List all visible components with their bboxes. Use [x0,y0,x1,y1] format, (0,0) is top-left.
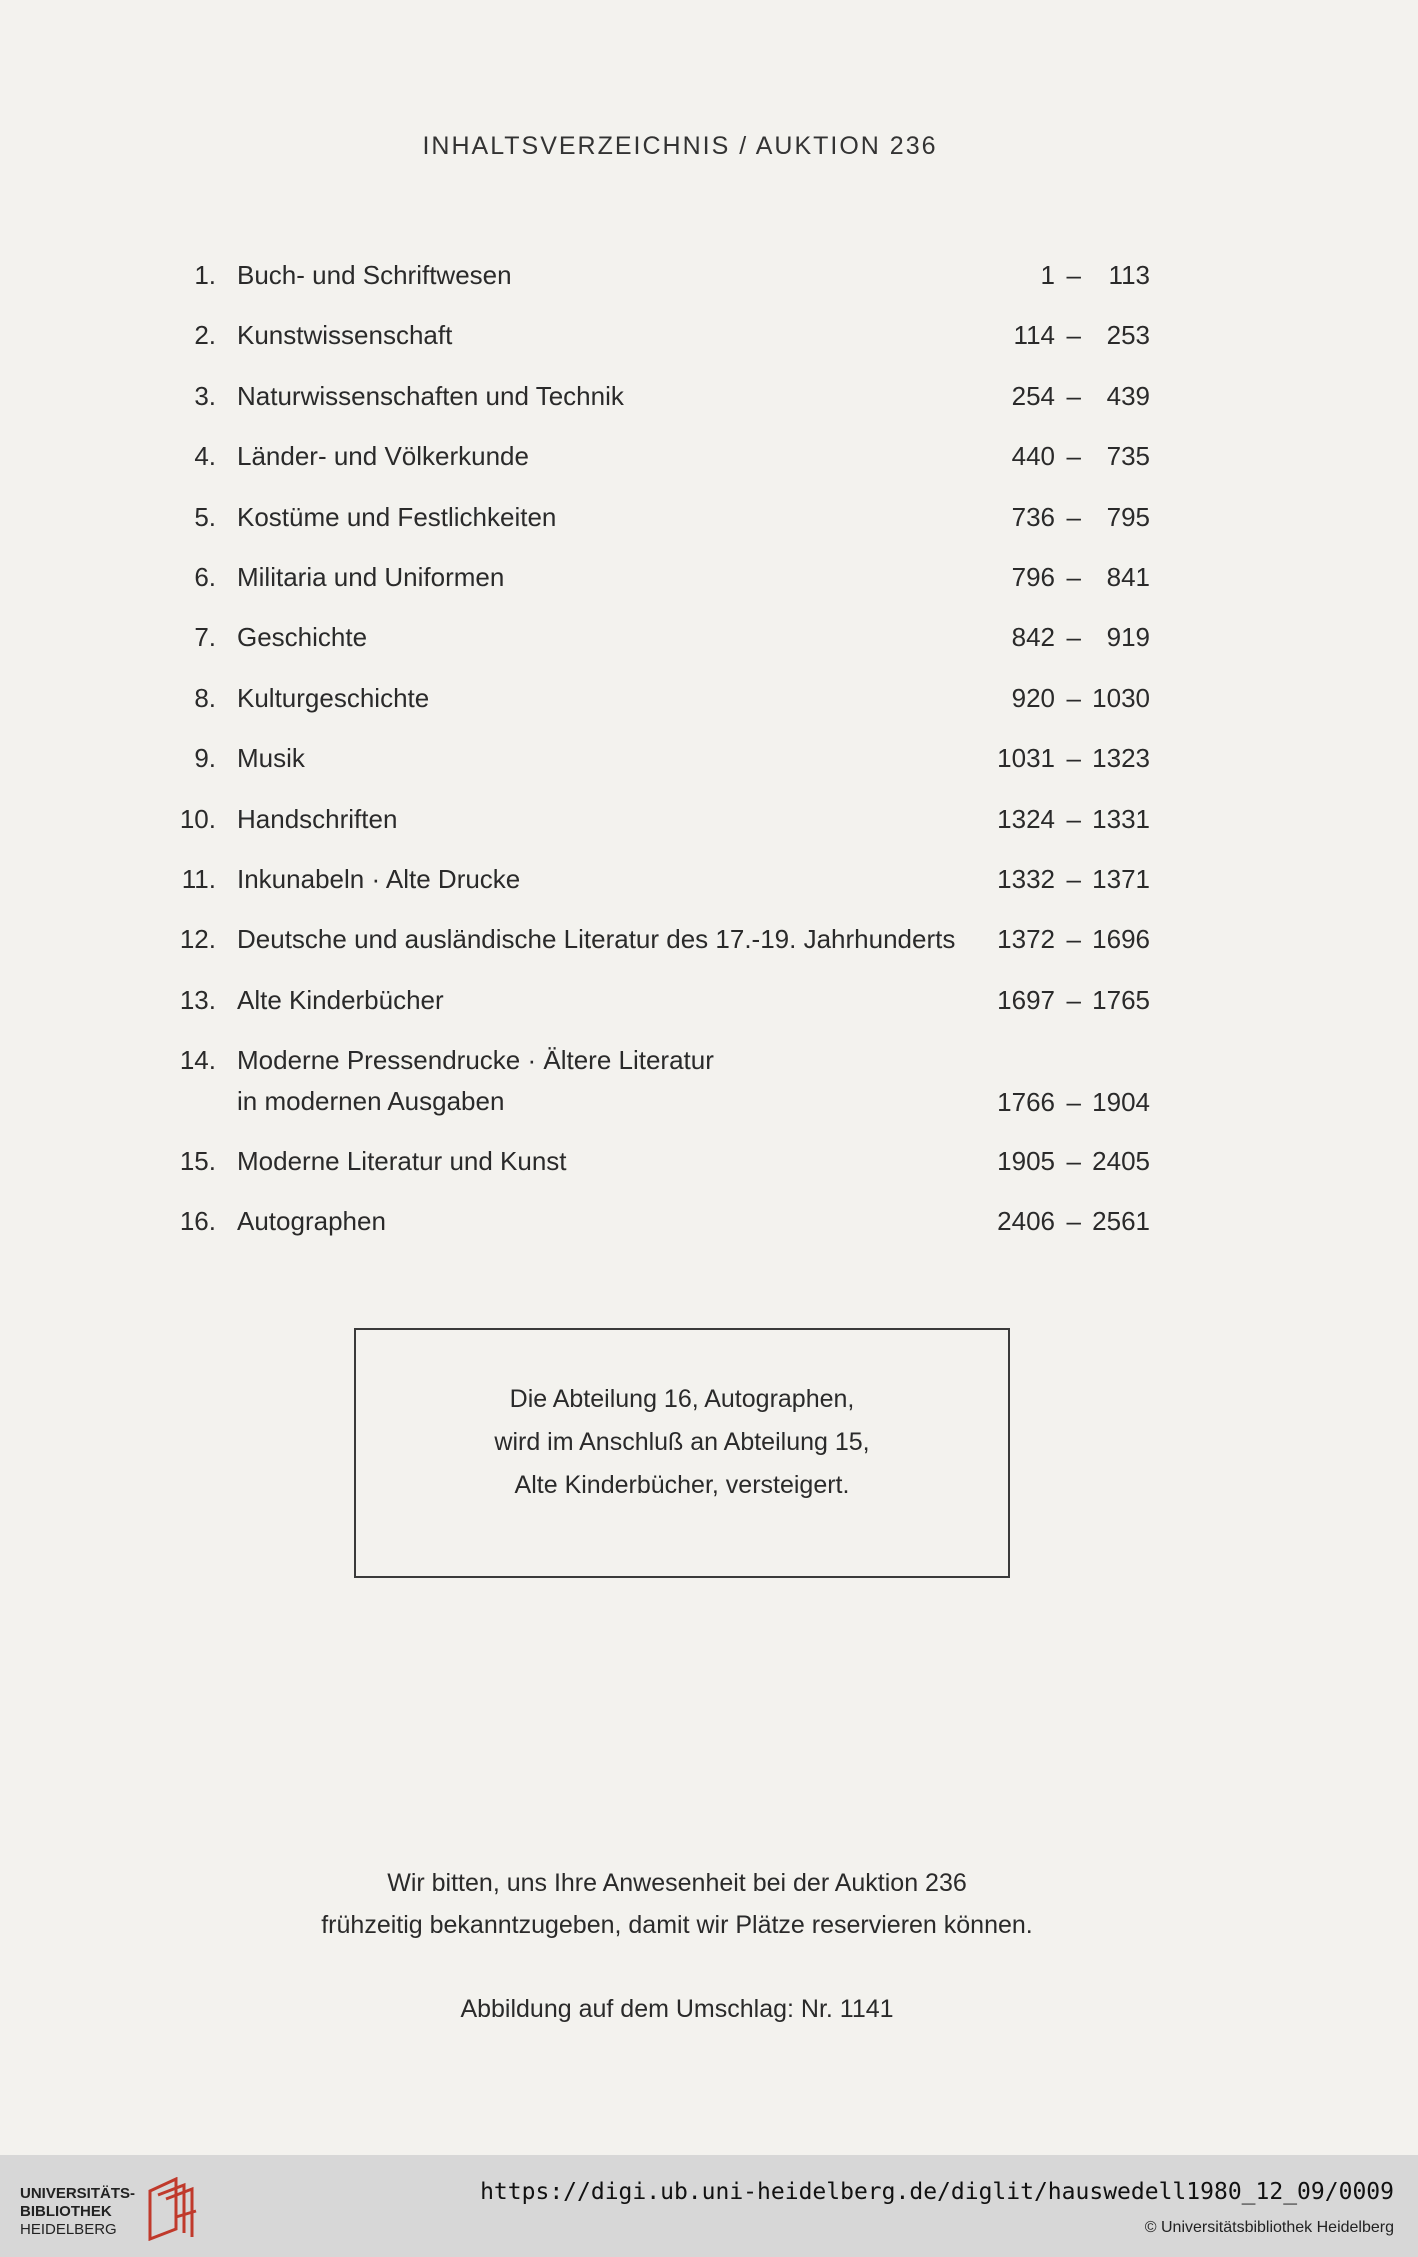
toc-row [170,252,1190,312]
toc-number: 12. [179,924,216,955]
toc-label: Moderne Pressendrucke · Ältere Literatur [237,1045,714,1076]
toc-number: 6. [194,561,216,592]
toc-label: Alte Kinderbücher [237,984,444,1015]
toc-label: Moderne Literatur und Kunst [237,1146,567,1177]
toc-range [950,494,1150,540]
toc-row [170,433,1190,493]
range-dash: – [1066,743,1081,774]
toc-number: 7. [194,622,216,653]
library-logo-text[interactable] [20,2185,135,2239]
ub-heidelberg-logo-icon[interactable] [146,2177,200,2241]
range-from: 736 [1011,501,1055,532]
range-from: 1905 [997,1146,1055,1177]
toc-number: 1. [194,260,216,290]
toc-label: Buch- und Schriftwesen [237,260,512,290]
toc-label: Kulturgeschichte [237,682,430,713]
range-dash: – [1066,380,1081,411]
range-dash: – [1066,501,1081,532]
range-to: 113 [1108,260,1150,290]
toc-range [950,373,1150,419]
toc-row [170,554,1190,614]
range-to: 1331 [1092,803,1150,834]
toc-label: Kostüme und Festlichkeiten [237,501,557,532]
range-from: 1372 [997,924,1055,955]
toc-row [170,373,1190,433]
notice-line: Die Abteilung 16, Autographen, [509,1385,855,1413]
toc-number: 3. [194,380,216,411]
range-to: 2405 [1092,1146,1150,1177]
toc-number: 9. [194,743,216,774]
toc-number: 10. [179,803,216,834]
toc-row [170,494,1190,554]
copyright-notice: © Universitätsbibliothek Heidelberg [1144,2219,1394,2236]
toc-range [950,312,1150,358]
toc-range [950,796,1150,842]
range-dash: – [1066,561,1081,592]
toc-row [170,614,1190,674]
toc-range [950,614,1150,660]
range-dash: – [1066,1206,1081,1237]
attendance-note-line2: frühzeitig bekanntzugeben, damit wir Plätze reservieren können. [321,1911,1033,1939]
toc-row [170,796,1190,856]
toc-number: 5. [194,501,216,532]
range-to: 253 [1106,320,1150,351]
page-title: INHALTSVERZEICHNIS / AUKTION 236 [422,132,938,160]
range-from: 440 [1011,441,1055,472]
toc-range [950,1079,1150,1125]
toc-label-continued: in modernen Ausgaben [237,1086,505,1117]
toc-label: Militaria und Uniformen [237,561,505,592]
range-from: 920 [1011,682,1055,713]
notice-line: wird im Anschluß an Abteilung 15, [494,1428,870,1456]
attendance-note-line1: Wir bitten, uns Ihre Anwesenheit bei der Auktion 236 [387,1869,967,1897]
toc-label: Autographen [237,1206,386,1237]
toc-label: Naturwissenschaften und Technik [237,380,624,411]
document-url-link[interactable]: https://digi.ub.uni-heidelberg.de/diglit/hauswedell1980_12_09/0009 [480,2179,1394,2205]
range-dash: – [1066,682,1081,713]
range-to: 1696 [1092,924,1150,955]
range-from: 1766 [997,1087,1055,1118]
toc-row [170,856,1190,916]
toc-number: 8. [194,682,216,713]
logo-line: HEIDELBERG [20,2221,117,2238]
toc-label: Inkunabeln · Alte Drucke [237,863,521,894]
range-to: 2561 [1092,1206,1150,1237]
range-dash: – [1066,863,1081,894]
range-from: 1332 [997,863,1055,894]
range-from: 254 [1011,380,1055,411]
toc-number: 4. [194,441,216,472]
cover-image-note: Abbildung auf dem Umschlag: Nr. 1141 [460,1995,894,2023]
range-from: 114 [1013,320,1055,351]
range-from: 796 [1011,561,1055,592]
toc-row [170,916,1190,976]
toc-range [950,554,1150,600]
toc-range [950,856,1150,902]
toc-range [950,433,1150,479]
toc-number: 16. [179,1206,216,1237]
range-from: 1031 [997,743,1055,774]
range-dash: – [1066,441,1081,472]
range-from: 1324 [997,803,1055,834]
range-to: 1765 [1092,984,1150,1015]
toc-row [170,977,1190,1037]
toc-label: Deutsche und ausländische Literatur des 17.-19. Jahrhunderts [237,924,956,955]
toc-number: 15. [179,1146,216,1177]
range-dash: – [1066,1087,1081,1118]
range-dash: – [1066,1146,1081,1177]
range-from: 2406 [997,1206,1055,1237]
toc-row [170,1138,1190,1198]
range-from: 1 [1040,260,1055,290]
range-from: 842 [1011,622,1055,653]
toc-range [950,252,1150,298]
toc-range [950,977,1150,1023]
toc-row [170,1198,1190,1258]
toc-row [170,1037,1190,1138]
toc-number: 2. [194,320,216,351]
range-from: 1697 [997,984,1055,1015]
logo-line: BIBLIOTHEK [20,2203,112,2220]
range-dash: – [1066,924,1081,955]
range-to: 1904 [1092,1087,1150,1118]
toc-label: Kunstwissenschaft [237,320,453,351]
range-to: 439 [1106,380,1150,411]
toc-row [170,312,1190,372]
toc-row [170,735,1190,795]
range-to: 735 [1106,441,1150,472]
range-to: 841 [1106,561,1150,592]
toc-label: Länder- und Völkerkunde [237,441,529,472]
toc-number: 13. [179,984,216,1015]
toc-range [950,735,1150,781]
toc-label: Handschriften [237,803,398,834]
toc-range [950,675,1150,721]
range-to: 1371 [1092,863,1150,894]
toc-range [950,1198,1150,1244]
range-dash: – [1066,320,1081,351]
toc-range [950,916,1150,962]
notice-line: Alte Kinderbücher, versteigert. [514,1471,850,1499]
range-dash: – [1066,984,1081,1015]
range-dash: – [1066,803,1081,834]
viewer-footer [0,2155,1418,2257]
logo-line: UNIVERSITÄTS- [20,2185,136,2202]
range-to: 1030 [1092,682,1150,713]
toc-label: Geschichte [237,622,368,653]
range-to: 795 [1106,501,1150,532]
toc-number: 14. [179,1045,216,1076]
toc-range [950,1138,1150,1184]
table-of-contents [170,252,1190,1259]
range-dash: – [1066,260,1081,290]
toc-number: 11. [181,863,216,894]
range-to: 919 [1106,622,1150,653]
range-dash: – [1066,622,1081,653]
range-to: 1323 [1092,743,1150,774]
toc-label: Musik [237,743,305,774]
notice-box [354,1328,1010,1578]
toc-row [170,675,1190,735]
